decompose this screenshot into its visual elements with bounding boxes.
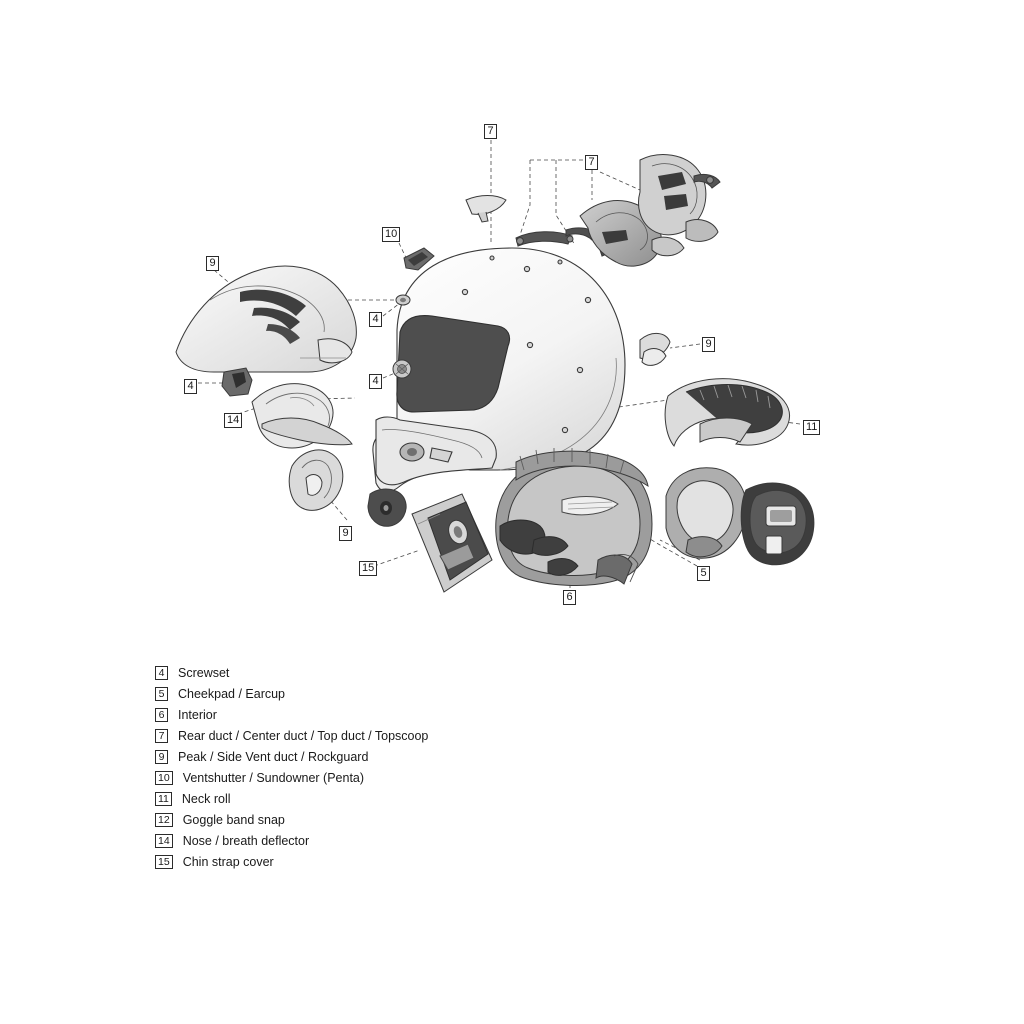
legend-item xyxy=(155,704,655,725)
legend-number: 5 xyxy=(155,687,168,701)
legend-item xyxy=(155,683,655,704)
callout-4-upper: 4 xyxy=(369,312,382,327)
neck-roll-part xyxy=(665,379,789,446)
legend-number: 9 xyxy=(155,750,168,764)
legend-item xyxy=(155,725,655,746)
callout-15: 15 xyxy=(359,561,377,576)
legend-label: Chin strap cover xyxy=(182,854,274,869)
side-vent-duct xyxy=(640,333,670,365)
peak-part xyxy=(176,266,356,372)
legend-number: 12 xyxy=(155,813,173,827)
interior-part xyxy=(496,448,652,585)
legend-item xyxy=(155,767,655,788)
legend-label: Rear duct / Center duct / Top duct / Topscoop xyxy=(178,728,429,743)
legend-label: Goggle band snap xyxy=(182,812,285,827)
cheekpad-earcup-part xyxy=(666,468,814,565)
legend-item xyxy=(155,851,655,872)
legend-label: Ventshutter / Sundowner (Penta) xyxy=(182,770,365,785)
legend-item xyxy=(155,809,655,830)
ventshutter-part xyxy=(404,248,434,270)
legend-number: 11 xyxy=(155,792,172,806)
callout-6: 6 xyxy=(563,590,576,605)
legend-number: 14 xyxy=(155,834,173,848)
callout-14: 14 xyxy=(224,413,242,428)
legend-item xyxy=(155,746,655,767)
callout-5: 5 xyxy=(697,566,710,581)
legend-number: 10 xyxy=(155,771,173,785)
callout-9-lower: 9 xyxy=(339,526,352,541)
rockguard-part xyxy=(289,450,343,510)
chin-strap-cover-part xyxy=(412,494,492,592)
goggle-band-snap-part xyxy=(368,489,406,526)
legend-label: Nose / breath deflector xyxy=(182,833,310,848)
callout-11: 11 xyxy=(803,420,820,435)
legend-item xyxy=(155,662,655,683)
nose-deflector-part xyxy=(252,384,352,448)
legend-number: 6 xyxy=(155,708,168,722)
legend xyxy=(155,662,655,872)
legend-label: Neck roll xyxy=(181,791,231,806)
legend-number: 4 xyxy=(155,666,168,680)
legend-label: Cheekpad / Earcup xyxy=(178,686,286,701)
callout-9-right: 9 xyxy=(702,337,715,352)
callout-4-mid: 4 xyxy=(369,374,382,389)
legend-label: Screwset xyxy=(178,665,230,680)
callout-9-left: 9 xyxy=(206,256,219,271)
callout-10: 10 xyxy=(382,227,400,242)
callout-7-right: 7 xyxy=(585,155,598,170)
legend-item xyxy=(155,830,655,851)
legend-label: Interior xyxy=(178,707,217,722)
legend-number: 7 xyxy=(155,729,168,743)
callout-7-top: 7 xyxy=(484,124,497,139)
legend-number: 15 xyxy=(155,855,173,869)
legend-label: Peak / Side Vent duct / Rockguard xyxy=(178,749,369,764)
legend-item xyxy=(155,788,655,809)
callout-4-left: 4 xyxy=(184,379,197,394)
